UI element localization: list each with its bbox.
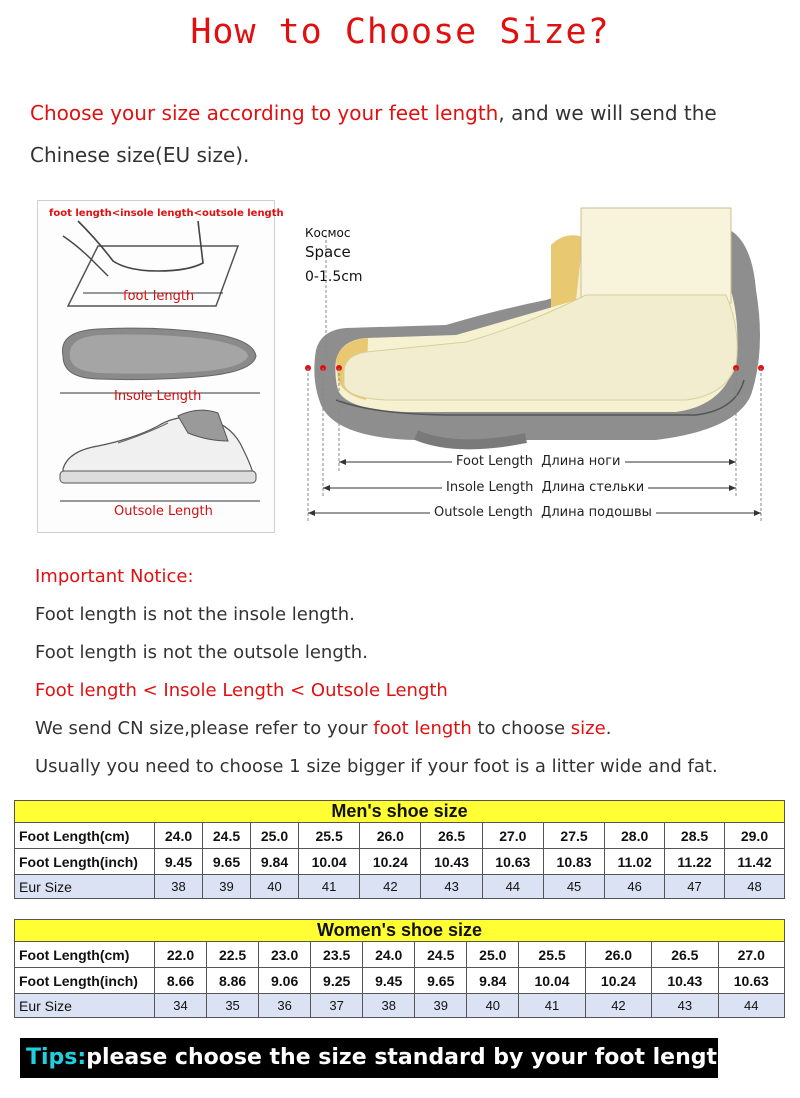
table-cell: 9.45 [155, 849, 203, 875]
table-cell: 9.65 [415, 968, 467, 994]
table-cell: 25.0 [251, 823, 299, 849]
notice-line-4-b: foot length [373, 718, 472, 739]
notice-line-5: Usually you need to choose 1 size bigger if your foot is a litter wide and fat. [35, 756, 718, 777]
table-cell: 43 [652, 994, 718, 1018]
table-cell: 24.0 [363, 942, 415, 968]
womens-size-table [14, 919, 785, 1018]
space-range: 0-1.5cm [305, 269, 363, 285]
notice-line-4-a: We send CN size,please refer to your [35, 718, 374, 739]
table-cell: 9.84 [251, 849, 299, 875]
table-cell: 10.04 [299, 849, 360, 875]
table-cell: 40 [251, 875, 299, 899]
womens-table-title: Women's shoe size [15, 920, 785, 942]
table-cell: 9.65 [203, 849, 251, 875]
mens-size-table [14, 800, 785, 899]
table-cell: 11.02 [605, 849, 665, 875]
space-label [305, 224, 363, 287]
table-cell: 10.04 [519, 968, 585, 994]
notice-line-1: Foot length is not the insole length. [35, 604, 355, 625]
table-cell: 45 [543, 875, 604, 899]
tips-banner [20, 1038, 733, 1078]
table-cell: 39 [415, 994, 467, 1018]
notice-line-2: Foot length is not the outsole length. [35, 642, 368, 663]
insole-length-en: Insole Length [446, 480, 534, 495]
table-row [15, 823, 785, 849]
table-cell: 38 [363, 994, 415, 1018]
table-cell: 26.0 [585, 942, 651, 968]
row-label: Eur Size [15, 875, 155, 899]
table-cell: 10.63 [482, 849, 543, 875]
important-notice [35, 558, 785, 786]
table-cell: 23.0 [259, 942, 311, 968]
table-cell: 44 [482, 875, 543, 899]
table-cell: 43 [421, 875, 482, 899]
table-cell: 9.45 [363, 968, 415, 994]
table-cell: 46 [605, 875, 665, 899]
foot-length-row [452, 454, 625, 469]
table-cell: 44 [718, 994, 784, 1018]
table-cell: 8.66 [155, 968, 207, 994]
table-cell: 23.5 [311, 942, 363, 968]
table-cell: 47 [665, 875, 725, 899]
outsole-length-ru: Длина подошвы [541, 505, 652, 520]
table-row [15, 968, 785, 994]
table-cell: 26.5 [652, 942, 718, 968]
intro-highlight: Choose your size according to your feet length [30, 101, 499, 125]
table-cell: 27.0 [482, 823, 543, 849]
table-cell: 22.5 [207, 942, 259, 968]
tips-key: Tips: [26, 1045, 87, 1070]
table-cell: 24.0 [155, 823, 203, 849]
insole-length-ru: Длина стельки [541, 480, 645, 495]
table-row [15, 994, 785, 1018]
page-title: How to Choose Size? [190, 12, 610, 52]
row-label: Foot Length(cm) [15, 942, 155, 968]
table-cell: 24.5 [415, 942, 467, 968]
row-label: Eur Size [15, 994, 155, 1018]
table-cell: 9.06 [259, 968, 311, 994]
table-cell: 35 [207, 994, 259, 1018]
space-label-ru: Космос [305, 226, 351, 240]
measurement-illustration [37, 200, 284, 533]
row-label: Foot Length(cm) [15, 823, 155, 849]
table-cell: 24.5 [203, 823, 251, 849]
table-cell: 48 [724, 875, 784, 899]
foot-length-label: foot length [123, 289, 195, 304]
table-row [15, 849, 785, 875]
table-cell: 29.0 [724, 823, 784, 849]
tips-text: please choose the size standard by your foot length [86, 1045, 733, 1070]
table-cell: 11.42 [724, 849, 784, 875]
table-cell: 10.43 [652, 968, 718, 994]
table-cell: 26.5 [421, 823, 482, 849]
panel-caption: foot length<insole length<outsole length [49, 208, 284, 219]
notice-line-4 [35, 710, 785, 748]
outsole-length-row [430, 505, 656, 520]
row-label: Foot Length(inch) [15, 968, 155, 994]
table-cell: 38 [155, 875, 203, 899]
table-cell: 41 [519, 994, 585, 1018]
measurement-drawing [38, 201, 276, 534]
table-cell: 10.63 [718, 968, 784, 994]
table-cell: 37 [311, 994, 363, 1018]
notice-line-4-c: to choose [471, 718, 571, 739]
space-label-en: Space [305, 243, 351, 261]
table-cell: 8.86 [207, 968, 259, 994]
mens-table-title: Men's shoe size [15, 801, 785, 823]
table-cell: 22.0 [155, 942, 207, 968]
table-cell: 40 [467, 994, 519, 1018]
outsole-length-en: Outsole Length [434, 505, 533, 520]
table-cell: 11.22 [665, 849, 725, 875]
table-cell: 42 [585, 994, 651, 1018]
table-cell: 27.0 [718, 942, 784, 968]
table-cell: 36 [259, 994, 311, 1018]
outsole-length-label: Outsole Length [114, 504, 213, 519]
table-row [15, 875, 785, 899]
table-cell: 10.83 [543, 849, 604, 875]
foot-length-ru: Длина ноги [541, 454, 621, 469]
foot-length-en: Foot Length [456, 454, 533, 469]
insole-length-label: Insole Length [114, 389, 202, 404]
table-cell: 25.0 [467, 942, 519, 968]
notice-line-4-e: . [605, 718, 612, 739]
table-cell: 41 [299, 875, 360, 899]
table-cell: 10.24 [585, 968, 651, 994]
intro-rest: , and we will send the [498, 101, 717, 125]
insole-length-row [442, 480, 648, 495]
intro-text [30, 92, 780, 176]
shoe-length-diagram [296, 200, 776, 535]
table-cell: 39 [203, 875, 251, 899]
table-row [15, 942, 785, 968]
table-cell: 27.5 [543, 823, 604, 849]
table-cell: 34 [155, 994, 207, 1018]
table-cell: 10.24 [360, 849, 421, 875]
table-cell: 9.25 [311, 968, 363, 994]
table-cell: 25.5 [299, 823, 360, 849]
table-cell: 9.84 [467, 968, 519, 994]
table-cell: 28.0 [605, 823, 665, 849]
notice-heading: Important Notice: [35, 566, 194, 587]
notice-line-4-d: size [570, 718, 606, 739]
table-cell: 26.0 [360, 823, 421, 849]
notice-line-3: Foot length < Insole Length < Outsole Length [35, 680, 448, 701]
table-cell: 42 [360, 875, 421, 899]
table-cell: 10.43 [421, 849, 482, 875]
table-cell: 28.5 [665, 823, 725, 849]
row-label: Foot Length(inch) [15, 849, 155, 875]
table-cell: 25.5 [519, 942, 585, 968]
intro-line2: Chinese size(EU size). [30, 143, 250, 167]
